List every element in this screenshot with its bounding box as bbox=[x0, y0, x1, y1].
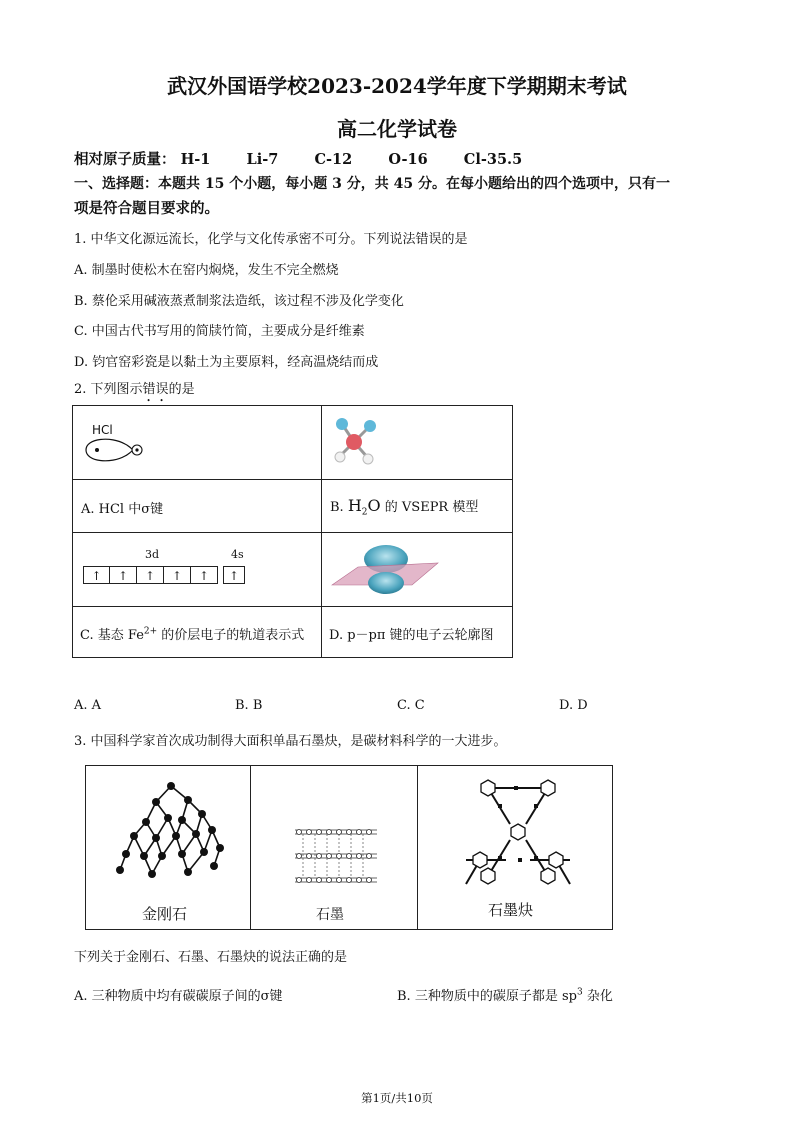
orbital-box-5: ↑ bbox=[191, 566, 218, 584]
label-diamond: 金刚石 bbox=[142, 905, 188, 923]
q2-caption-c-prefix: C. 基态 Fe bbox=[80, 628, 144, 643]
sigma-symbol: σ bbox=[260, 989, 270, 1004]
q1-stem: 1. 中华文化源远流长，化学与文化传承密不可分。下列说法错误的是 bbox=[74, 232, 468, 247]
q3-cell-diamond bbox=[85, 765, 251, 930]
diamond-structure bbox=[116, 778, 226, 888]
orbital-box-3: ↑ bbox=[137, 566, 164, 584]
page-number: 第1页/共10页 bbox=[361, 1091, 433, 1105]
orbital-4s-label: 4s bbox=[231, 548, 244, 561]
orbital-box-1: ↑ bbox=[83, 566, 110, 584]
q3-question: 下列关于金刚石、石墨、石墨炔的说法正确的是 bbox=[74, 950, 348, 965]
water-vsepr-model bbox=[330, 414, 380, 472]
formula-h: H bbox=[347, 496, 362, 515]
section-heading-line1: 一、选择题：本题共 15 个小题，每小题 3 分，共 45 分。在每小题给出的四个选项中，只有一 bbox=[74, 176, 670, 192]
orbital-box-2: ↑ bbox=[110, 566, 137, 584]
q2-stem-emphasis: 错误 bbox=[142, 382, 169, 397]
atomic-mass-li: Li-7 bbox=[246, 151, 279, 168]
hybrid-superscript: 3 bbox=[576, 987, 583, 998]
q2-caption-b bbox=[330, 496, 478, 518]
sigma-symbol: σ bbox=[141, 502, 151, 517]
q2-caption-a bbox=[81, 498, 163, 517]
q1-option-b: B. 蔡伦采用碱液蒸煮制浆法造纸，该过程不涉及化学变化 bbox=[74, 294, 404, 309]
q2-caption-b-suffix: 的 VSEPR 模型 bbox=[380, 500, 479, 515]
q2-cell-c-figure bbox=[72, 532, 322, 607]
q2-cell-d-figure bbox=[321, 532, 513, 607]
orbital-box-4s: ↑ bbox=[223, 566, 245, 584]
q3-option-a-suffix: 键 bbox=[269, 989, 283, 1004]
orbital-4s-box bbox=[223, 566, 245, 584]
q1-option-c: C. 中国古代书写用的简牍竹简，主要成分是纤维素 bbox=[74, 324, 365, 339]
section-heading-line2: 项是符合题目要求的。 bbox=[74, 200, 219, 217]
q2-caption-d-prefix: D. p－pπ bbox=[329, 628, 386, 643]
q2-cell-c-caption bbox=[72, 606, 322, 658]
q2-option-c: C. C bbox=[397, 698, 425, 713]
orbital-3d-label: 3d bbox=[145, 548, 160, 561]
atomic-mass-line bbox=[74, 148, 522, 169]
q2-caption-a-suffix: 键 bbox=[150, 502, 164, 517]
q1-option-a: A. 制墨时使松木在窑内焖烧，发生不完全燃烧 bbox=[74, 263, 339, 278]
orbital-3d-boxes bbox=[83, 566, 218, 584]
charge-superscript: 2+ bbox=[143, 626, 158, 637]
q3-cell-graphite bbox=[250, 765, 418, 930]
q2-stem bbox=[74, 378, 195, 405]
q2-cell-b-figure bbox=[321, 405, 513, 480]
q2-caption-c-suffix: 的价层电子的轨道表示式 bbox=[157, 628, 305, 643]
q2-option-b: B. B bbox=[235, 698, 263, 713]
q2-stem-suffix: 的是 bbox=[168, 382, 195, 397]
q3-option-a bbox=[74, 985, 283, 1004]
q2-cell-d-caption bbox=[321, 606, 513, 658]
atomic-mass-o: O-16 bbox=[388, 151, 428, 168]
q2-caption-a-prefix: A. HCl 中 bbox=[81, 502, 142, 517]
q2-option-a: A. A bbox=[74, 698, 102, 713]
exam-title: 武汉外国语学校2023-2024学年度下学期期末考试 bbox=[167, 74, 627, 98]
formula-o: O bbox=[367, 496, 381, 515]
atomic-mass-label: 相对原子质量： bbox=[74, 151, 176, 168]
label-graphite: 石墨 bbox=[316, 907, 344, 923]
q3-stem: 3. 中国科学家首次成功制得大面积单晶石墨炔，是碳材料科学的一大进步。 bbox=[74, 734, 507, 749]
atomic-mass-c: C-12 bbox=[314, 151, 353, 168]
q2-caption-c bbox=[80, 624, 304, 643]
q2-cell-a-caption bbox=[72, 479, 322, 533]
q2-cell-a-figure bbox=[72, 405, 322, 480]
q2-caption-d-suffix: 键的电子云轮廓图 bbox=[385, 628, 494, 643]
hcl-label: HCl bbox=[92, 423, 113, 437]
p-p-pi-bond-cloud bbox=[330, 541, 440, 601]
graphite-structure bbox=[291, 824, 381, 900]
q3-option-a-prefix: A. 三种物质中均有碳碳原子间的 bbox=[74, 989, 261, 1004]
formula-subscript: 2 bbox=[361, 507, 368, 518]
q3-cell-graphdiyne bbox=[417, 765, 613, 930]
q2-cell-b-caption bbox=[321, 479, 513, 533]
q3-option-b-suffix: 杂化 bbox=[582, 989, 613, 1004]
q2-stem-prefix: 2. 下列图示 bbox=[74, 382, 143, 397]
q2-caption-b-prefix: B. bbox=[330, 500, 348, 515]
q3-option-b bbox=[397, 985, 613, 1004]
hcl-sigma-bond-diagram bbox=[81, 434, 151, 466]
graphdiyne-structure bbox=[458, 776, 578, 892]
orbital-box-4: ↑ bbox=[164, 566, 191, 584]
label-graphdiyne: 石墨炔 bbox=[488, 901, 534, 919]
q2-caption-d bbox=[329, 624, 494, 643]
exam-subtitle: 高二化学试卷 bbox=[337, 117, 457, 141]
q1-option-d: D. 钧官窑彩瓷是以黏土为主要原料，经高温烧结而成 bbox=[74, 355, 379, 370]
atomic-mass-h: H-1 bbox=[180, 151, 211, 168]
atomic-mass-cl: Cl-35.5 bbox=[463, 151, 523, 168]
q3-option-b-prefix: B. 三种物质中的碳原子都是 sp bbox=[397, 989, 577, 1004]
q2-option-d: D. D bbox=[559, 698, 588, 713]
